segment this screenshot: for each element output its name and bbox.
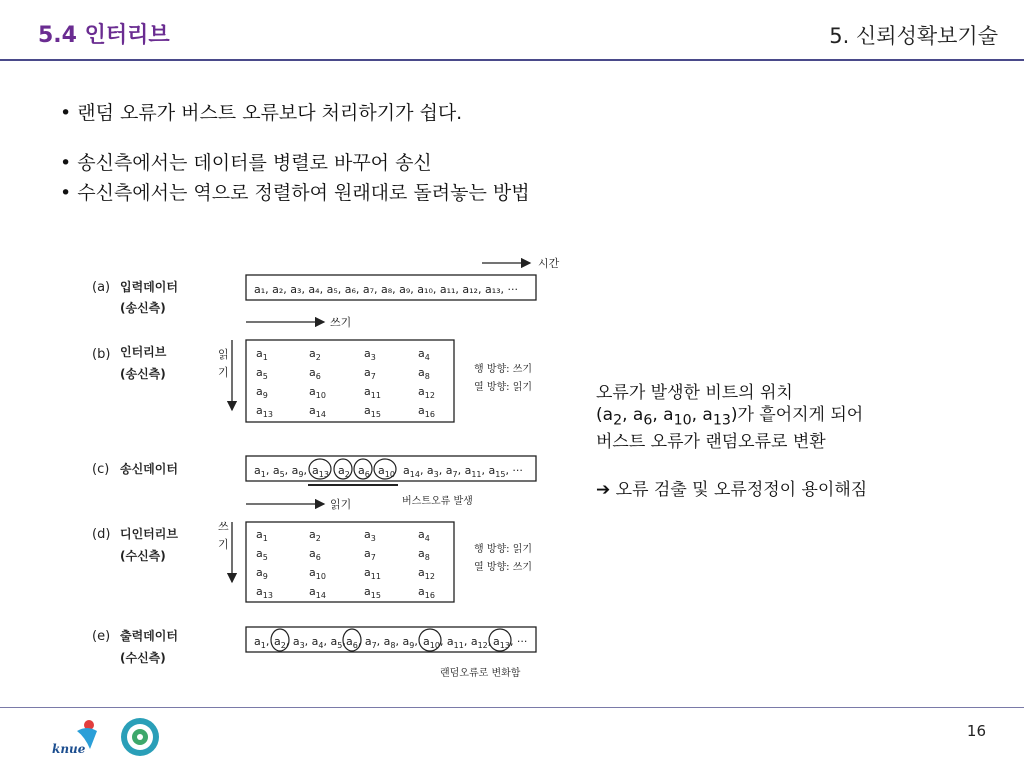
svg-text:a13: $a_{13}$ bbox=[312, 464, 329, 479]
row-b-side: (송신측) bbox=[120, 367, 166, 381]
svg-text:a10: $a_{10}$ bbox=[309, 385, 326, 400]
row-d-direction-1: 행 방향: 읽기 bbox=[474, 544, 533, 555]
svg-text:a4: $a_4$ bbox=[418, 347, 430, 362]
bullet-item: • 송신측에서는 데이터를 병렬로 바꾸어 송신 bbox=[60, 152, 432, 174]
svg-text:a9: $a_9$ bbox=[256, 566, 268, 581]
svg-text:a11: $a_{11}$ bbox=[364, 385, 381, 400]
svg-text:a4: $a_4$ bbox=[418, 528, 430, 543]
row-d-side: (수신측) bbox=[120, 549, 166, 563]
row-d-direction-2: 열 방향: 쓰기 bbox=[474, 562, 533, 573]
row-a-tag: (a) bbox=[92, 280, 111, 295]
chapter-title: 5. 신뢰성확보기술 bbox=[829, 24, 998, 48]
read-vertical-2: 기 bbox=[218, 366, 229, 379]
row-b-tag: (b) bbox=[92, 347, 111, 362]
row-c-tag: (c) bbox=[92, 462, 110, 477]
svg-text:a1, a5, a9,: $a_1$, $a_5$, $a_9$, bbox=[254, 464, 307, 479]
conclusion-text: 오류 검출 및 오류정정이 용이해짐 bbox=[615, 480, 868, 501]
write-label: 쓰기 bbox=[330, 316, 352, 329]
svg-text:a2, a3, a4, a5,: $a_2$, $a_3$, $a_4$, $a_5$, bbox=[274, 635, 346, 650]
bullet-item: • 수신측에서는 역으로 정렬하여 원래대로 돌려놓는 방법 bbox=[60, 182, 530, 204]
svg-text:a10: $a_{10}$ bbox=[309, 566, 326, 581]
read-label: 읽기 bbox=[330, 498, 352, 511]
svg-text:a5: $a_5$ bbox=[256, 547, 268, 562]
svg-text:knue: knue bbox=[52, 742, 86, 756]
svg-text:a8: $a_8$ bbox=[418, 547, 430, 562]
header-divider bbox=[0, 59, 1024, 61]
note-line-1: 오류가 발생한 비트의 위치 bbox=[596, 383, 793, 403]
read-vertical-1: 읽 bbox=[218, 348, 229, 361]
section-title: 5.4 인터리브 bbox=[38, 23, 170, 48]
row-e-name: 출력데이터 bbox=[120, 629, 178, 643]
university-logos bbox=[52, 715, 162, 761]
burst-error-label: 버스트오류 발생 bbox=[402, 496, 473, 507]
svg-text:a16: $a_{16}$ bbox=[418, 585, 435, 600]
svg-text:a2: $a_2$ bbox=[338, 464, 350, 479]
time-label: 시간 bbox=[538, 257, 560, 270]
row-c-name: 송신데이터 bbox=[120, 462, 178, 476]
svg-text:a10, a11, a12,: $a_{10}$, $a_{11}$, $a_{12}$, bbox=[423, 635, 492, 650]
interleave-diagram bbox=[80, 240, 570, 690]
row-a-side: (송신측) bbox=[120, 301, 166, 315]
note-line-3: 버스트 오류가 랜덤오류로 변환 bbox=[596, 432, 826, 453]
svg-text:a1: $a_1$ bbox=[256, 347, 268, 362]
random-error-label: 랜덤오류로 변화함 bbox=[440, 668, 521, 679]
svg-text:a10: $a_{10}$ bbox=[378, 464, 395, 479]
svg-text:a12: $a_{12}$ bbox=[418, 566, 435, 581]
bullet-item: • 랜덤 오류가 버스트 오류보다 처리하기가 쉽다. bbox=[60, 102, 463, 124]
svg-text:a13: $a_{13}$ bbox=[256, 585, 273, 600]
svg-text:a9: $a_9$ bbox=[256, 385, 268, 400]
footer-divider bbox=[0, 707, 1024, 708]
interleave-matrix-cells bbox=[256, 347, 435, 419]
svg-text:a14: $a_{14}$ bbox=[309, 585, 326, 600]
page-number: 16 bbox=[966, 722, 986, 740]
row-b-direction-1: 행 방향: 쓰기 bbox=[474, 364, 533, 375]
row-d-tag: (d) bbox=[92, 527, 111, 542]
svg-text:a6: $a_6$ bbox=[309, 547, 321, 562]
note-line-2: ($a_2$, $a_6$, $a_{10}$, $a_{13}$)가 흩어지게 되어 bbox=[596, 405, 864, 429]
svg-text:a7: $a_7$ bbox=[364, 366, 376, 381]
svg-text:a3: $a_3$ bbox=[364, 528, 376, 543]
deinterleave-matrix-cells bbox=[256, 528, 435, 600]
row-d-name: 디인터리브 bbox=[120, 527, 178, 541]
svg-text:a6, a7, a8, a9,: $a_6$, $a_7$, $a_8$, $a_9$, bbox=[346, 635, 418, 650]
write-vertical-2: 기 bbox=[218, 538, 229, 551]
bullet-list bbox=[60, 98, 530, 208]
svg-text:a8: $a_8$ bbox=[418, 366, 430, 381]
right-arrow-icon: ➔ bbox=[596, 480, 611, 501]
svg-text:a2: $a_2$ bbox=[309, 347, 321, 362]
svg-text:a12: $a_{12}$ bbox=[418, 385, 435, 400]
svg-text:a1: $a_1$ bbox=[256, 528, 268, 543]
svg-text:a15: $a_{15}$ bbox=[364, 585, 381, 600]
svg-text:a15: $a_{15}$ bbox=[364, 404, 381, 419]
row-e-tag: (e) bbox=[92, 629, 111, 644]
row-b-name: 인터리브 bbox=[120, 345, 167, 359]
svg-text:a1,: $a_1$, bbox=[254, 635, 270, 650]
row-a-name: 입력데이터 bbox=[120, 280, 178, 294]
svg-text:a11: $a_{11}$ bbox=[364, 566, 381, 581]
conclusion-line bbox=[596, 479, 867, 501]
write-vertical-1: 쓰 bbox=[218, 520, 229, 533]
svg-text:a3: $a_3$ bbox=[364, 347, 376, 362]
row-e-side: (수신측) bbox=[120, 651, 166, 665]
svg-text:a6: $a_6$ bbox=[309, 366, 321, 381]
emblem-icon bbox=[121, 718, 159, 756]
row-b-direction-2: 열 방향: 읽기 bbox=[474, 382, 533, 393]
knue-logo-icon bbox=[52, 720, 97, 756]
svg-text:a13: $a_{13}$ bbox=[256, 404, 273, 419]
svg-text:a14, a3, a7, a11, a15, ···: $a_{14}$, $a_3$, $a_7$, $a_{11}$, $a_{15}$, ··· bbox=[403, 464, 523, 479]
input-sequence: a₁, a₂, a₃, a₄, a₅, a₆, a₇, a₈, a₉, a₁₀, a₁₁, a₁₂, a₁₃, ··· bbox=[254, 283, 518, 296]
output-sequence bbox=[254, 635, 527, 650]
svg-text:a6: $a_6$ bbox=[358, 464, 370, 479]
svg-text:a5: $a_5$ bbox=[256, 366, 268, 381]
explanation-note bbox=[596, 382, 867, 501]
svg-text:a16: $a_{16}$ bbox=[418, 404, 435, 419]
svg-text:a7: $a_7$ bbox=[364, 547, 376, 562]
transmit-sequence bbox=[254, 464, 523, 479]
svg-text:a13, ···: $a_{13}$, ··· bbox=[493, 635, 528, 650]
svg-text:a2: $a_2$ bbox=[309, 528, 321, 543]
svg-text:a14: $a_{14}$ bbox=[309, 404, 326, 419]
